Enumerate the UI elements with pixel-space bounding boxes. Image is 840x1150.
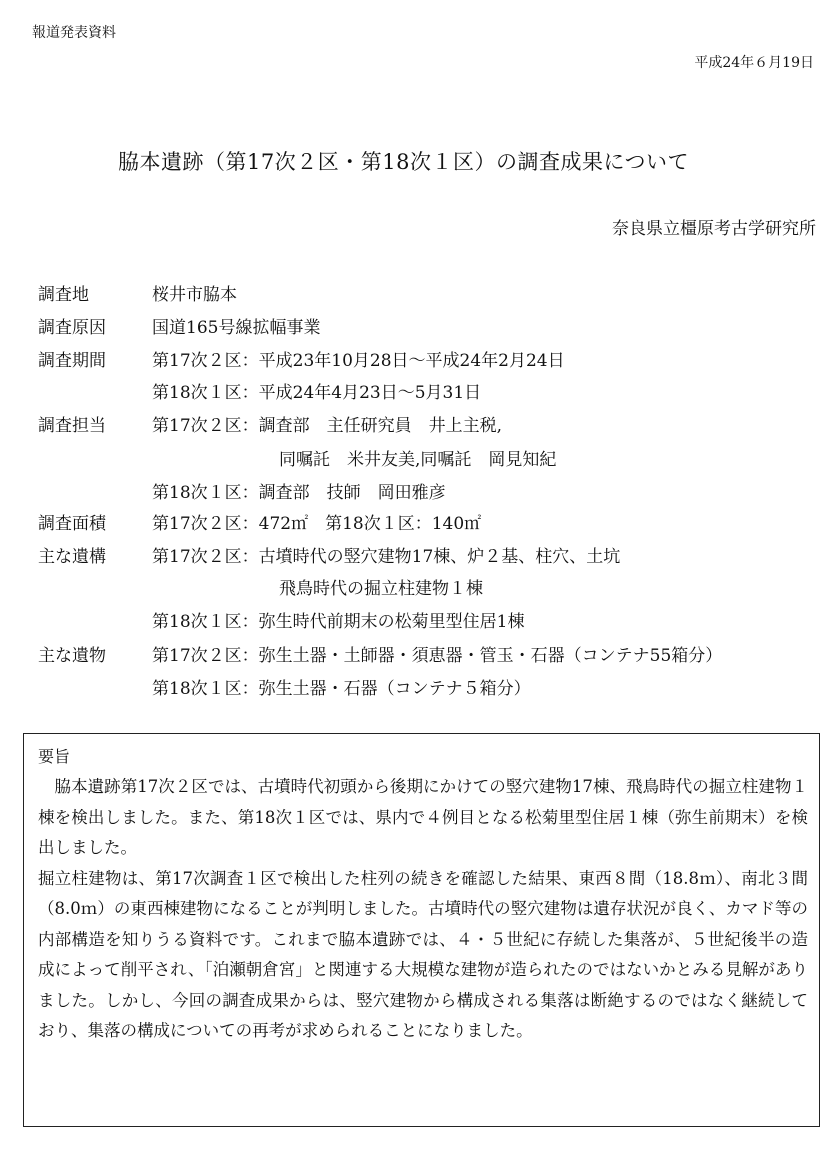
- info-value: 第18次１区：弥生土器・石器（コンテナ５箱分）: [152, 679, 531, 699]
- info-value: 第17次２区：古墳時代の竪穴建物17棟、炉２基、柱穴、土坑: [152, 547, 621, 567]
- summary-heading: 要旨: [38, 747, 71, 766]
- info-label: 調査期間: [38, 351, 106, 371]
- info-label: 調査原因: [38, 318, 106, 338]
- info-label: 調査面積: [38, 514, 106, 534]
- info-value: 飛鳥時代の掘立柱建物１棟: [279, 579, 483, 599]
- info-value: 第18次１区：弥生時代前期末の松菊里型住居1棟: [152, 612, 525, 632]
- info-value: 国道165号線拡幅事業: [152, 318, 321, 338]
- info-label: 調査地: [38, 285, 89, 305]
- info-value: 第17次２区：472㎡ 第18次１区：140㎡: [152, 514, 482, 534]
- summary-paragraph: 脇本遺跡第17次２区では、古墳時代初頭から後期にかけての竪穴建物17棟、飛鳥時代の掘立柱建物１棟を検出しました。また、第18次１区では、県内で４例目となる松菊里型住居１棟（弥生前期末）を検出しました。: [38, 777, 808, 857]
- info-value: 第17次２区：調査部 主任研究員 井上主税,: [152, 416, 503, 436]
- info-value: 第17次２区：平成23年10月28日～平成24年2月24日: [152, 351, 565, 371]
- organization-name: 奈良県立橿原考古学研究所: [612, 219, 816, 239]
- info-value: 同嘱託 米井友美,同嘱託 岡見知紀: [279, 450, 557, 470]
- document-title: 脇本遺跡（第17次２区・第18次１区）の調査成果について: [118, 150, 690, 174]
- info-label: 調査担当: [38, 416, 106, 436]
- summary-box: [23, 733, 820, 1127]
- summary-paragraph: 掘立柱建物は、第17次調査１区で検出した柱列の続きを確認した結果、東西８間（18.8ｍ）、南北３間（8.0ｍ）の東西棟建物になることが判明しました。古墳時代の竪穴建物は遺存状況が良く、カマド等の内部構造を知りうる資料です。これまで脇本遺跡では、４・５世紀に存続した集落が、５世紀後半の造成によって削平され、「泊瀬朝倉宮」と関連する大規模な建物が造られたのではないかとみる見解がありました。しかし、今回の調査成果からは、竪穴建物から構成される集落は断絶するのではなく継続しており、集落の構成についての再考が求められることになりました。: [38, 868, 808, 1040]
- info-value: 第18次１区：調査部 技師 岡田雅彦: [152, 483, 446, 503]
- info-label: 主な遺物: [38, 646, 106, 666]
- info-label: 主な遺構: [38, 547, 106, 567]
- summary-body: [38, 772, 808, 1047]
- info-value: 第18次１区：平成24年4月23日～5月31日: [152, 383, 482, 403]
- info-value: 桜井市脇本: [152, 285, 237, 305]
- release-date: 平成24年６月19日: [694, 55, 814, 71]
- document-label: 報道発表資料: [32, 25, 116, 41]
- info-value: 第17次２区：弥生土器・土師器・須恵器・管玉・石器（コンテナ55箱分）: [152, 646, 723, 666]
